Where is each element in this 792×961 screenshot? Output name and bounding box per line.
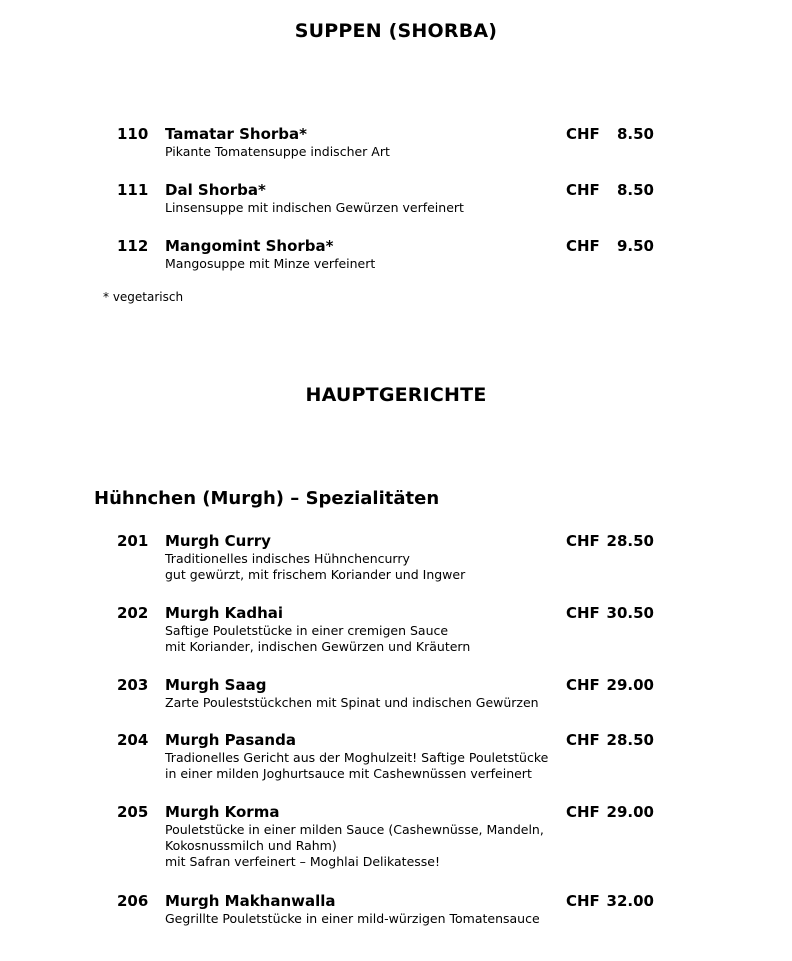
description-line: Traditionelles indisches Hühnchencurry	[165, 551, 410, 566]
item-price: 9.50	[616, 237, 654, 255]
item-currency: CHF	[566, 892, 600, 910]
item-description	[165, 911, 575, 927]
item-number: 203	[117, 676, 149, 694]
item-price: 29.00	[606, 803, 654, 821]
item-name: Murgh Pasanda	[165, 731, 296, 749]
item-currency: CHF	[566, 604, 600, 622]
description-line: Kokosnussmilch und Rahm)	[165, 838, 337, 853]
item-price: 28.50	[606, 532, 654, 550]
item-number: 110	[117, 125, 149, 143]
item-currency: CHF	[566, 803, 600, 821]
item-number: 204	[117, 731, 149, 749]
item-name: Murgh Makhanwalla	[165, 892, 336, 910]
description-line: Zarte Pouleststückchen mit Spinat und indischen Gewürzen	[165, 695, 539, 710]
item-description	[165, 695, 575, 711]
item-name: Mangomint Shorba*	[165, 237, 334, 255]
description-line: mit Safran verfeinert – Moghlai Delikatesse!	[165, 854, 440, 869]
description-line: Pikante Tomatensuppe indischer Art	[165, 144, 390, 159]
item-description	[165, 200, 575, 216]
mains-section-title: HAUPTGERICHTE	[305, 384, 487, 406]
description-line: Mangosuppe mit Minze verfeinert	[165, 256, 376, 271]
item-currency: CHF	[566, 676, 600, 694]
description-line: gut gewürzt, mit frischem Koriander und Ingwer	[165, 567, 466, 582]
item-number: 206	[117, 892, 149, 910]
item-description	[165, 256, 575, 272]
description-line: Saftige Pouletstücke in einer cremigen Sauce	[165, 623, 449, 638]
item-currency: CHF	[566, 532, 600, 550]
item-price: 8.50	[616, 181, 654, 199]
vegetarian-footnote: * vegetarisch	[103, 290, 184, 304]
description-line: Pouletstücke in einer milden Sauce (Cashewnüsse, Mandeln,	[165, 822, 544, 837]
item-description	[165, 623, 575, 655]
item-currency: CHF	[566, 181, 600, 199]
description-line: Gegrillte Pouletstücke in einer mild-würzigen Tomatensauce	[165, 911, 540, 926]
item-number: 202	[117, 604, 149, 622]
item-currency: CHF	[566, 237, 600, 255]
item-name: Murgh Curry	[165, 532, 271, 550]
item-name: Tamatar Shorba*	[165, 125, 307, 143]
item-name: Murgh Kadhai	[165, 604, 284, 622]
item-price: 28.50	[606, 731, 654, 749]
item-description	[165, 822, 575, 870]
item-description	[165, 144, 575, 160]
item-number: 201	[117, 532, 149, 550]
item-price: 32.00	[606, 892, 654, 910]
item-description	[165, 750, 575, 782]
item-name: Dal Shorba*	[165, 181, 266, 199]
item-name: Murgh Saag	[165, 676, 267, 694]
item-number: 112	[117, 237, 149, 255]
item-price: 29.00	[606, 676, 654, 694]
description-line: Tradionelles Gericht aus der Moghulzeit! Saftige Pouletstücke	[165, 750, 549, 765]
item-description	[165, 551, 575, 583]
item-currency: CHF	[566, 125, 600, 143]
item-number: 111	[117, 181, 149, 199]
item-number: 205	[117, 803, 149, 821]
chicken-subsection-title: Hühnchen (Murgh) – Spezialitäten	[94, 488, 440, 509]
item-currency: CHF	[566, 731, 600, 749]
description-line: in einer milden Joghurtsauce mit Cashewnüssen verfeinert	[165, 766, 532, 781]
description-line: Linsensuppe mit indischen Gewürzen verfeinert	[165, 200, 464, 215]
item-name: Murgh Korma	[165, 803, 280, 821]
description-line: mit Koriander, indischen Gewürzen und Kräutern	[165, 639, 471, 654]
soups-section-title: SUPPEN (SHORBA)	[294, 20, 498, 42]
item-price: 8.50	[616, 125, 654, 143]
item-price: 30.50	[606, 604, 654, 622]
